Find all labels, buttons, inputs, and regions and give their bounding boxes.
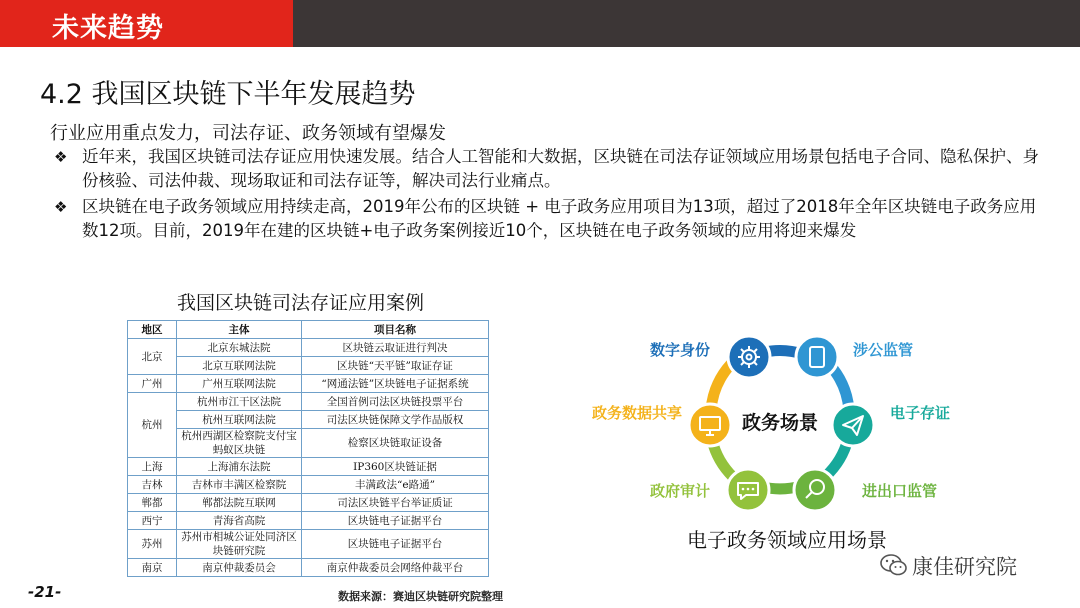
cell-project: 丰满政法“e路通” [302, 476, 489, 494]
cell-entity: 青海省高院 [177, 512, 302, 530]
section-tab [0, 0, 293, 47]
header-region: 地区 [128, 321, 177, 339]
table-body [128, 339, 489, 577]
table-row [128, 530, 489, 559]
cell-entity: 杭州西湖区检察院支付宝蚂蚁区块链 [177, 429, 302, 458]
table-title: 我国区块链司法存证应用案例 [177, 292, 425, 314]
table-row [128, 393, 489, 411]
table-header-row [128, 321, 489, 339]
cell-entity: 郸都法院互联网 [177, 494, 302, 512]
node-label: 数字身份 [649, 341, 710, 359]
bullet-text: 区块链在电子政务领域应用持续走高，2019年公布的区块链 + 电子政务应用项目为13项，超过了2018年全年区块链电子政务应用数12项。目前，2019年在建的区块链+电子政务案例接近10个，区块链在电子政务领域的应用将迎来爆发 [82, 197, 1037, 240]
table-row [128, 375, 489, 393]
table-row [128, 357, 489, 375]
cell-region: 上海 [128, 458, 177, 476]
cell-entity: 南京仲裁委员会 [177, 559, 302, 577]
header-project: 项目名称 [302, 321, 489, 339]
cell-project: 检察区块链取证设备 [302, 429, 489, 458]
cell-project: 南京仲裁委员会网络仲裁平台 [302, 559, 489, 577]
cell-entity: 上海浦东法院 [177, 458, 302, 476]
cell-region: 南京 [128, 559, 177, 577]
bullet-list [52, 145, 1042, 245]
cell-region: 北京 [128, 339, 177, 375]
table-row [128, 339, 489, 357]
node-import-export-supervision [794, 469, 937, 511]
table-row [128, 458, 489, 476]
table-row [128, 476, 489, 494]
cell-project: “网通法链”区块链电子证据系统 [302, 375, 489, 393]
table-row [128, 559, 489, 577]
page-number: -21- [28, 583, 62, 601]
cell-entity: 苏州市相城公证处同济区块链研究院 [177, 530, 302, 559]
cell-region: 郸都 [128, 494, 177, 512]
cell-region: 广州 [128, 375, 177, 393]
table-row [128, 512, 489, 530]
diamond-bullet-icon: ❖ [54, 198, 68, 216]
cell-entity: 北京东城法院 [177, 339, 302, 357]
cell-entity: 杭州互联网法院 [177, 411, 302, 429]
cell-entity: 北京互联网法院 [177, 357, 302, 375]
cell-project: 区块链电子证据平台 [302, 530, 489, 559]
table-row [128, 411, 489, 429]
node-regulatory-supervision [796, 336, 913, 378]
data-source-note: 数据来源：赛迪区块链研究院整理 [338, 590, 503, 603]
diagram-caption: 电子政务领域应用场景 [687, 528, 887, 552]
diamond-bullet-icon: ❖ [54, 148, 68, 166]
cell-entity: 吉林市丰满区检察院 [177, 476, 302, 494]
node-label: 政务数据共享 [591, 404, 682, 422]
bullet-text: 近年来，我国区块链司法存证应用快速发展。结合人工智能和大数据，区块链在司法存证领域应用场景包括电子合同、隐私保护、身份核验、司法仲裁、现场取证和司法存证等，解决司法行业痛点。 [82, 147, 1039, 190]
node-label: 政府审计 [649, 482, 710, 500]
bullet-item [52, 145, 1042, 193]
cell-project: 区块链“天平链”取证存证 [302, 357, 489, 375]
watermark-text: 康佳研究院 [912, 555, 1017, 579]
node-digital-identity [650, 336, 770, 378]
cell-region: 西宁 [128, 512, 177, 530]
section-title: 未来趋势 [52, 13, 164, 44]
header-entity: 主体 [177, 321, 302, 339]
cell-project: 区块链电子证据平台 [302, 512, 489, 530]
cell-entity: 杭州市江干区法院 [177, 393, 302, 411]
cell-region: 苏州 [128, 530, 177, 559]
node-electronic-deposit [832, 404, 950, 446]
node-label: 进出口监管 [862, 482, 938, 500]
cell-project: 司法区块链平台举证质证 [302, 494, 489, 512]
table-row [128, 494, 489, 512]
cell-entity: 广州互联网法院 [177, 375, 302, 393]
diagram-center-label: 政务场景 [741, 412, 819, 434]
cell-project: 司法区块链保障文学作品版权 [302, 411, 489, 429]
page-title: 4.2 我国区块链下半年发展趋势 [40, 79, 416, 110]
cell-project: 区块链云取证进行判决 [302, 339, 489, 357]
cell-project: IP360区块链证据 [302, 458, 489, 476]
table-row [128, 429, 489, 458]
cell-project: 全国首例司法区块链投票平台 [302, 393, 489, 411]
node-gov-data-sharing [592, 404, 731, 446]
egov-scenarios-diagram [560, 300, 1030, 520]
watermark [880, 547, 1050, 587]
top-bar [0, 0, 1080, 47]
node-label: 涉公监管 [853, 341, 914, 359]
node-government-audit [650, 469, 769, 511]
node-label: 电子存证 [890, 404, 951, 422]
cases-table [127, 320, 489, 577]
cell-region: 吉林 [128, 476, 177, 494]
cell-region: 杭州 [128, 393, 177, 458]
wechat-icon [880, 553, 908, 577]
bullet-item [52, 195, 1042, 243]
page-subtitle: 行业应用重点发力，司法存证、政务领域有望爆发 [50, 123, 446, 144]
